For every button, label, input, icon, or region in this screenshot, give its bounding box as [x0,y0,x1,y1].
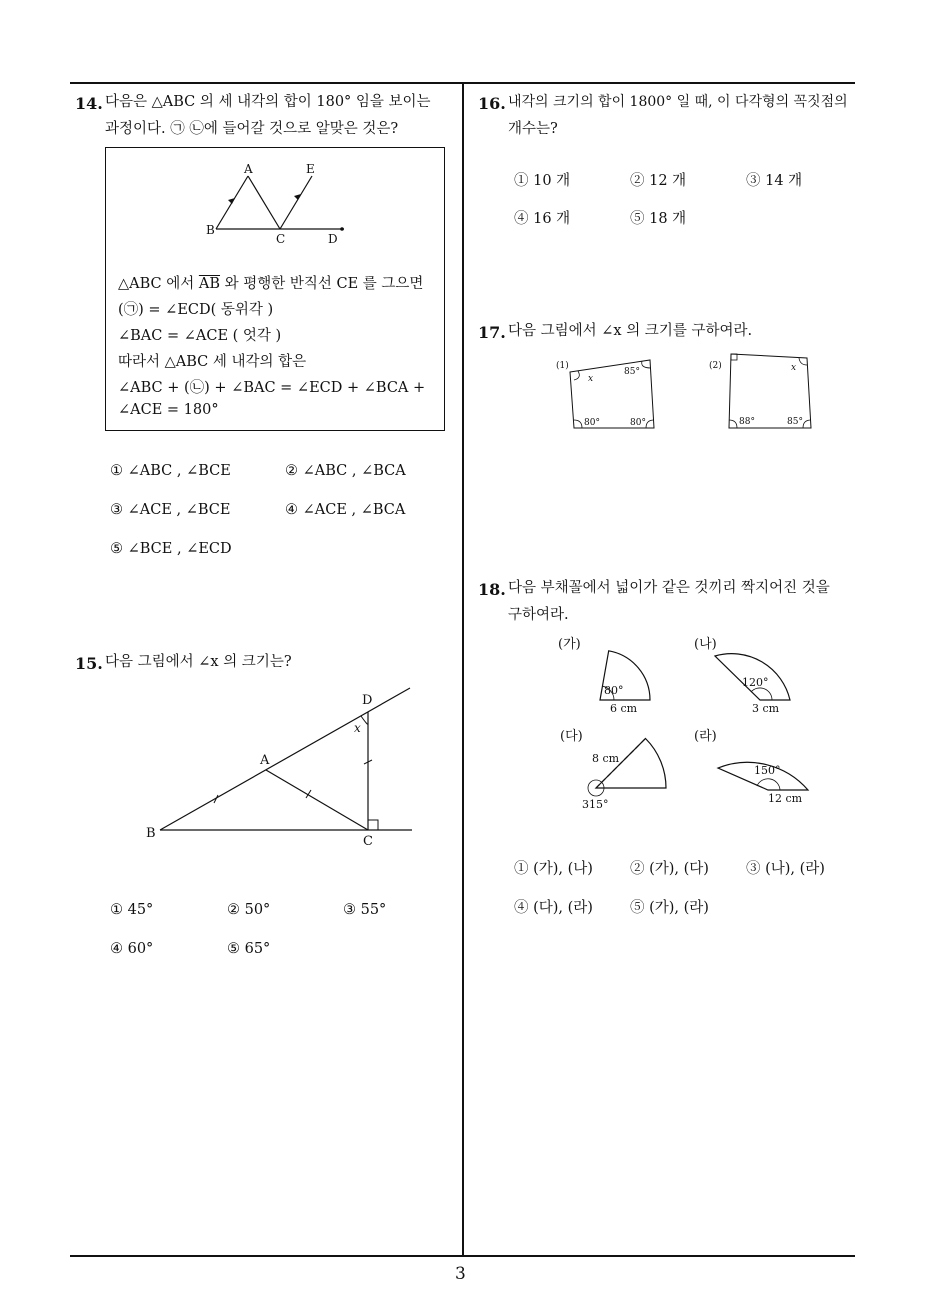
q14-number: 14. [75,94,103,113]
q14-label-A: A [244,162,253,176]
q18-choice-1[interactable]: ① (가), (나) [514,861,593,877]
q16-choice-4[interactable]: ④ 16 개 [514,211,571,227]
q16-choice-5[interactable]: ⑤ 18 개 [630,211,687,227]
q14-choice-2[interactable]: ② ∠ABC , ∠BCA [285,463,406,479]
q16-choice-1[interactable]: ① 10 개 [514,173,571,189]
q18-da-label: (다) [560,729,583,744]
q18-ga-label: (가) [558,637,581,652]
q16-number: 16. [478,94,506,113]
q17-fig2-angle-b: 85° [787,417,803,427]
q17-fig1-angle-a: 85° [624,367,640,377]
q16-line1: 내각의 크기의 합이 1800° 일 때, 이 다각형의 꼭짓점의 [508,94,848,110]
q18-sectors-figure [550,632,840,812]
q15-label-D: D [362,693,373,708]
q14-label-D: D [328,232,338,246]
q14-choice-4[interactable]: ④ ∠ACE , ∠BCA [285,502,406,518]
q14-box-line6: ∠ACE = 180° [118,402,219,418]
bottom-rule [70,1255,855,1257]
q18-choice-5[interactable]: ⑤ (가), (라) [630,900,709,916]
q14-choice-5[interactable]: ⑤ ∠BCE , ∠ECD [110,541,232,557]
q18-da-radius: 8 cm [592,752,620,765]
q17-fig2-angle-a: 88° [739,417,755,427]
q14-box-line1: △ABC 에서 $\overline{AB}$ 와 평행한 반직선 CE 를 그으면 [118,276,424,292]
q14-label-B: B [206,223,215,237]
q14-label-C: C [276,232,286,246]
page-number: 3 [455,1264,466,1284]
q14-proof-box [105,147,445,431]
q17-quadrilateral-2 [707,352,822,432]
q18-ra-radius: 12 cm [768,792,803,805]
q15-label-B: B [146,826,156,841]
q18-ra-angle: 150° [754,764,781,777]
q15-text: 다음 그림에서 ∠x 의 크기는? [105,654,292,670]
q14-choice-3[interactable]: ③ ∠ACE , ∠BCE [110,502,231,518]
q17-text: 다음 그림에서 ∠x 의 크기를 구하여라. [508,323,753,339]
q17-fig1-angle-b: 80° [584,418,600,428]
q18-na-label: (나) [694,637,717,652]
q16-line2: 개수는? [508,121,558,137]
q18-line2: 구하여라. [508,607,569,623]
q15-choice-1[interactable]: ① 45° [110,902,154,918]
q15-label-C: C [363,834,373,849]
q18-ga-radius: 6 cm [610,702,638,715]
q14-line1: 다음은 △ABC 의 세 내각의 합이 180° 임을 보이는 [105,94,431,110]
q17-fig2-x: x [791,363,797,373]
q16-choice-2[interactable]: ② 12 개 [630,173,687,189]
q17-fig2-label: (2) [709,361,722,371]
q18-number: 18. [478,580,506,599]
q17-quadrilateral-1 [552,352,662,432]
q15-choice-2[interactable]: ② 50° [227,902,271,918]
q14-box-line2: (㉠) = ∠ECD( 동위각 ) [118,302,274,318]
column-divider [462,82,464,1257]
q14-choice-1[interactable]: ① ∠ABC , ∠BCE [110,463,231,479]
q15-label-A: A [260,753,270,768]
q16-choice-3[interactable]: ③ 14 개 [746,173,803,189]
q14-box-line4: 따라서 △ABC 세 내각의 합은 [118,354,307,370]
q15-triangle-figure [140,684,430,854]
q17-fig1-angle-c: 80° [630,418,646,428]
q14-line2: 과정이다. ㉠ ㉡에 들어갈 것으로 알맞은 것은? [105,121,399,137]
q18-ga-angle: 80° [604,684,624,697]
q17-fig1-label: (1) [556,361,569,371]
q18-choice-3[interactable]: ③ (나), (라) [746,861,825,877]
q17-number: 17. [478,323,506,342]
q18-choice-2[interactable]: ② (가), (다) [630,861,709,877]
q14-label-E: E [306,162,315,176]
q18-da-angle: 315° [582,798,609,811]
q14-box-line5: ∠ABC + (㉡) + ∠BAC = ∠ECD + ∠BCA + [118,380,426,396]
q18-na-angle: 120° [742,676,769,689]
q14-parallel-line-figure [106,148,444,253]
q15-label-x: x [354,721,361,735]
q15-number: 15. [75,654,103,673]
q18-line1: 다음 부채꼴에서 넓이가 같은 것끼리 짝지어진 것을 [508,580,830,596]
q15-choice-3[interactable]: ③ 55° [343,902,387,918]
q15-choice-5[interactable]: ⑤ 65° [227,941,271,957]
q18-choice-4[interactable]: ④ (다), (라) [514,900,593,916]
q14-box-line3: ∠BAC = ∠ACE ( 엇각 ) [118,328,282,344]
q17-fig1-x: x [588,374,594,384]
q18-na-radius: 3 cm [752,702,780,715]
q18-ra-label: (라) [694,729,717,744]
q15-choice-4[interactable]: ④ 60° [110,941,154,957]
